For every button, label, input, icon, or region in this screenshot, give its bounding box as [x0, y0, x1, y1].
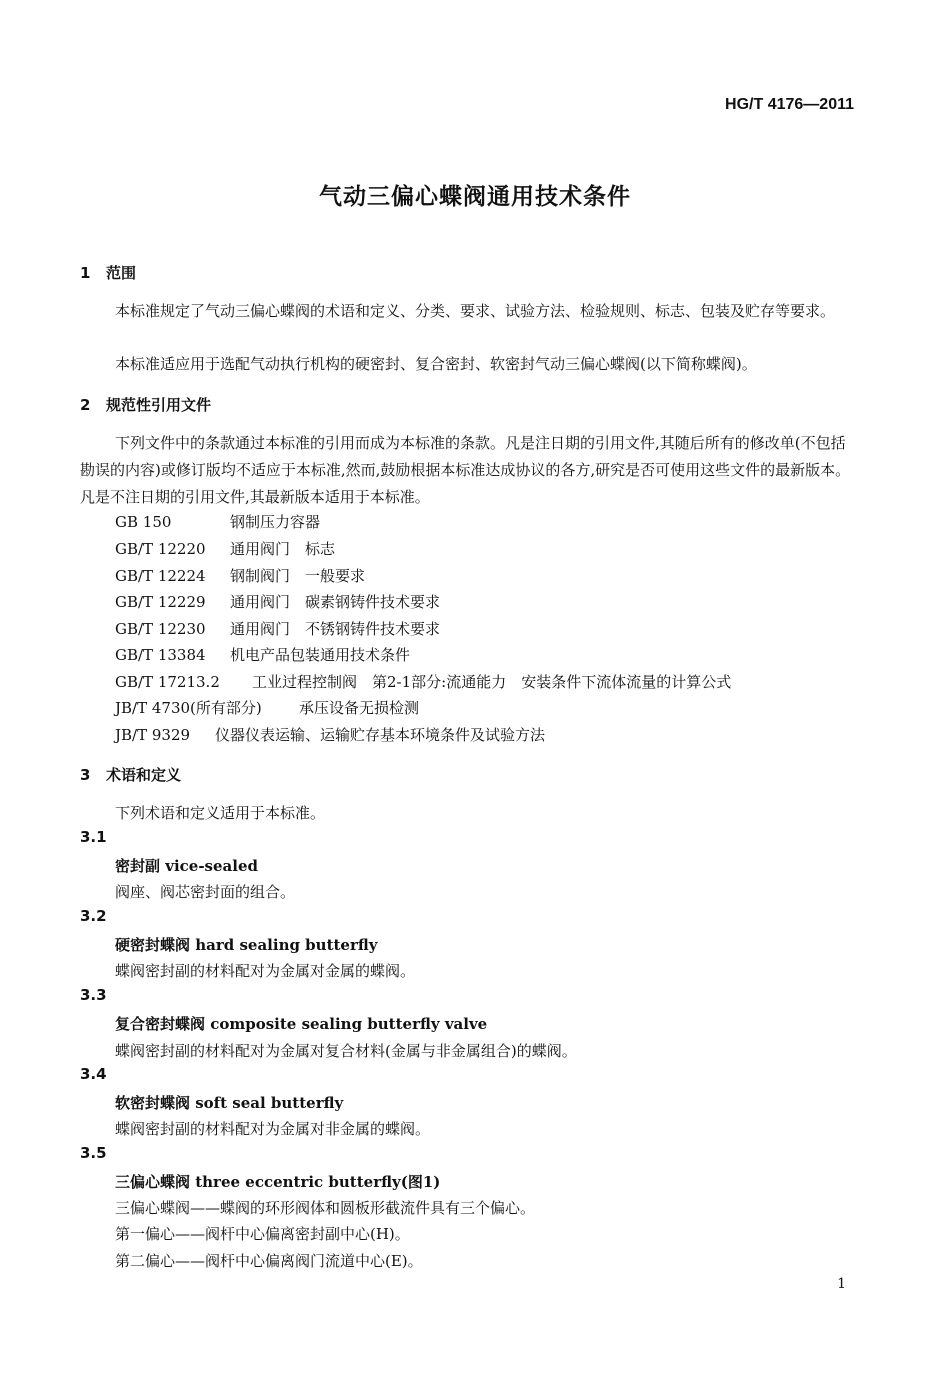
term-number: 3.3 — [80, 986, 107, 1004]
section-number: 3 — [80, 766, 91, 784]
section-title: 术语和定义 — [106, 766, 182, 784]
reference-item — [115, 511, 320, 532]
reference-title: 通用阀门 不锈钢铸件技术要求 — [230, 620, 441, 638]
term-definition: 第一偏心——阀杆中心偏离密封副中心(H)。 — [115, 1225, 410, 1243]
reference-item — [115, 591, 440, 612]
reference-title: 通用阀门 碳素钢铸件技术要求 — [230, 593, 441, 611]
reference-item — [115, 618, 440, 639]
term-definition: 阀座、阀芯密封面的组合。 — [115, 883, 296, 901]
section-1-paragraph-1: 本标准规定了气动三偏心蝶阀的术语和定义、分类、要求、试验方法、检验规则、标志、包装及贮存等要求。 — [115, 302, 836, 320]
term-title: 硬密封蝶阀 hard sealing butterfly — [115, 936, 378, 954]
page-number: 1 — [837, 1276, 846, 1292]
section-3-heading — [80, 764, 181, 785]
section-2-heading — [80, 394, 211, 415]
term-definition: 第二偏心——阀杆中心偏离阀门流道中心(E)。 — [115, 1252, 423, 1270]
term-title: 软密封蝶阀 soft seal butterfly — [115, 1094, 344, 1112]
reference-item — [115, 671, 731, 692]
term-title: 三偏心蝶阀 three eccentric butterfly(图1) — [115, 1173, 441, 1191]
section-title: 范围 — [106, 264, 137, 282]
reference-item — [115, 538, 335, 559]
reference-code: GB 150 — [115, 513, 172, 531]
document-title: 气动三偏心蝶阀通用技术条件 — [319, 184, 631, 210]
term-definition: 蝶阀密封副的材料配对为金属对非金属的蝶阀。 — [115, 1120, 431, 1138]
reference-title: 工业过程控制阀 第2-1部分:流通能力 安装条件下流体流量的计算公式 — [252, 673, 732, 691]
term-title: 复合密封蝶阀 composite sealing butterfly valve — [115, 1015, 488, 1033]
term-title: 密封副 vice-sealed — [115, 857, 258, 875]
reference-item — [115, 565, 365, 586]
reference-item — [115, 724, 545, 745]
reference-item — [115, 644, 410, 665]
reference-title: 机电产品包装通用技术条件 — [230, 646, 411, 664]
section-title: 规范性引用文件 — [106, 396, 212, 414]
reference-code: GB/T 13384 — [115, 646, 206, 664]
section-1-heading — [80, 262, 136, 283]
section-number: 1 — [80, 264, 91, 282]
reference-code: JB/T 9329 — [115, 726, 191, 744]
standard-code: HG/T 4176—2011 — [725, 96, 854, 113]
term-number: 3.2 — [80, 907, 107, 925]
reference-code: GB/T 12229 — [115, 593, 206, 611]
reference-title: 通用阀门 标志 — [230, 540, 336, 558]
reference-title: 仪器仪表运输、运输贮存基本环境条件及试验方法 — [215, 726, 546, 744]
reference-title: 钢制压力容器 — [230, 513, 321, 531]
reference-code: GB/T 12230 — [115, 620, 206, 638]
reference-code: GB/T 12220 — [115, 540, 206, 558]
term-number: 3.1 — [80, 828, 107, 846]
reference-code: GB/T 12224 — [115, 567, 206, 585]
reference-code: GB/T 17213.2 — [115, 673, 220, 691]
reference-title: 钢制阀门 一般要求 — [230, 567, 366, 585]
reference-item — [115, 697, 419, 718]
term-definition: 三偏心蝶阀——蝶阀的环形阀体和圆板形截流件具有三个偏心。 — [115, 1199, 536, 1217]
term-number: 3.5 — [80, 1144, 107, 1162]
term-definition: 蝶阀密封副的材料配对为金属对金属的蝶阀。 — [115, 962, 416, 980]
term-definition: 蝶阀密封副的材料配对为金属对复合材料(金属与非金属组合)的蝶阀。 — [115, 1042, 577, 1060]
section-3-paragraph-1: 下列术语和定义适用于本标准。 — [115, 804, 326, 822]
section-number: 2 — [80, 396, 91, 414]
reference-title: 承压设备无损检测 — [299, 699, 420, 717]
reference-code: JB/T 4730(所有部分) — [115, 699, 262, 717]
term-number: 3.4 — [80, 1065, 107, 1083]
section-2-paragraph-1: 下列文件中的条款通过本标准的引用而成为本标准的条款。凡是注日期的引用文件,其随后所有的修改单(不包括勘误的内容)或修订版均不适应于本标准,然而,鼓励根据本标准达成协议的各方,研究是否可使用这些文件的最新版本。凡是不注日期的引用文件,其最新版本适用于本标准。 — [80, 434, 851, 506]
section-1-paragraph-2: 本标准适应用于选配气动执行机构的硬密封、复合密封、软密封气动三偏心蝶阀(以下简称蝶阀)。 — [115, 355, 757, 373]
